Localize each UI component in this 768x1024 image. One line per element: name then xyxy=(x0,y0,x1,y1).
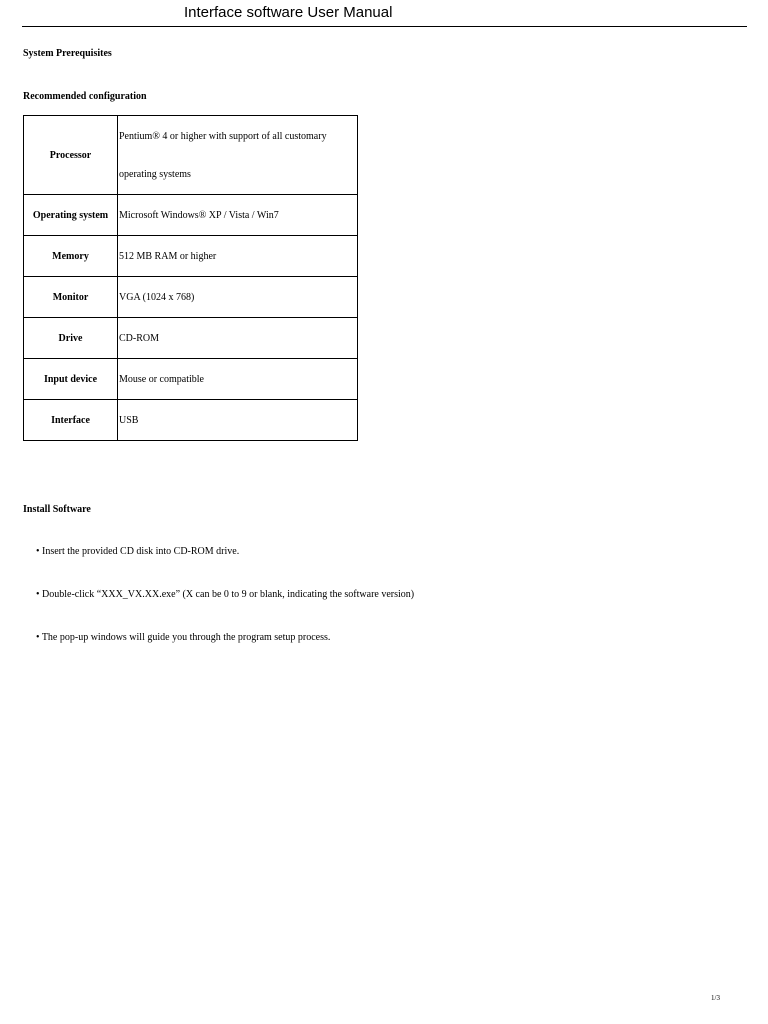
document-title: Interface software User Manual xyxy=(184,4,393,21)
table-row-input-device xyxy=(24,359,358,400)
table-row-processor xyxy=(24,116,358,195)
row-value-drive: CD-ROM xyxy=(118,318,358,359)
install-step-2: • Double-click “XXX_VX.XX.exe” (X can be 0 to 9 or blank, indicating the software version) xyxy=(36,589,415,600)
row-value-monitor: VGA (1024 x 768) xyxy=(118,277,358,318)
row-value-input-device: Mouse or compatible xyxy=(118,359,358,400)
row-label-input-device: Input device xyxy=(24,359,118,400)
system-prerequisites-heading: System Prerequisites xyxy=(23,48,112,59)
processor-value-text: Pentium® 4 or higher with support of all customary operating systems xyxy=(119,131,327,180)
row-label-processor: Processor xyxy=(24,116,118,195)
recommended-configuration-heading: Recommended configuration xyxy=(23,91,147,102)
row-label-memory: Memory xyxy=(24,236,118,277)
row-label-drive: Drive xyxy=(24,318,118,359)
table-row-memory xyxy=(24,236,358,277)
row-label-interface: Interface xyxy=(24,400,118,441)
row-value-memory: 512 MB RAM or higher xyxy=(118,236,358,277)
install-step-1: • Insert the provided CD disk into CD-ROM drive. xyxy=(36,546,240,557)
row-label-monitor: Monitor xyxy=(24,277,118,318)
configuration-table xyxy=(23,115,358,441)
install-step-3: • The pop-up windows will guide you through the program setup process. xyxy=(36,632,331,643)
table-row-interface xyxy=(24,400,358,441)
table-row-monitor xyxy=(24,277,358,318)
row-value-processor xyxy=(118,116,358,195)
table-row-drive xyxy=(24,318,358,359)
page-number: 1/3 xyxy=(711,994,720,1002)
header-divider xyxy=(22,26,747,27)
install-software-heading: Install Software xyxy=(23,504,91,515)
row-value-operating-system: Microsoft Windows® XP / Vista / Win7 xyxy=(118,195,358,236)
table-row-operating-system xyxy=(24,195,358,236)
row-value-interface: USB xyxy=(118,400,358,441)
row-label-operating-system: Operating system xyxy=(24,195,118,236)
